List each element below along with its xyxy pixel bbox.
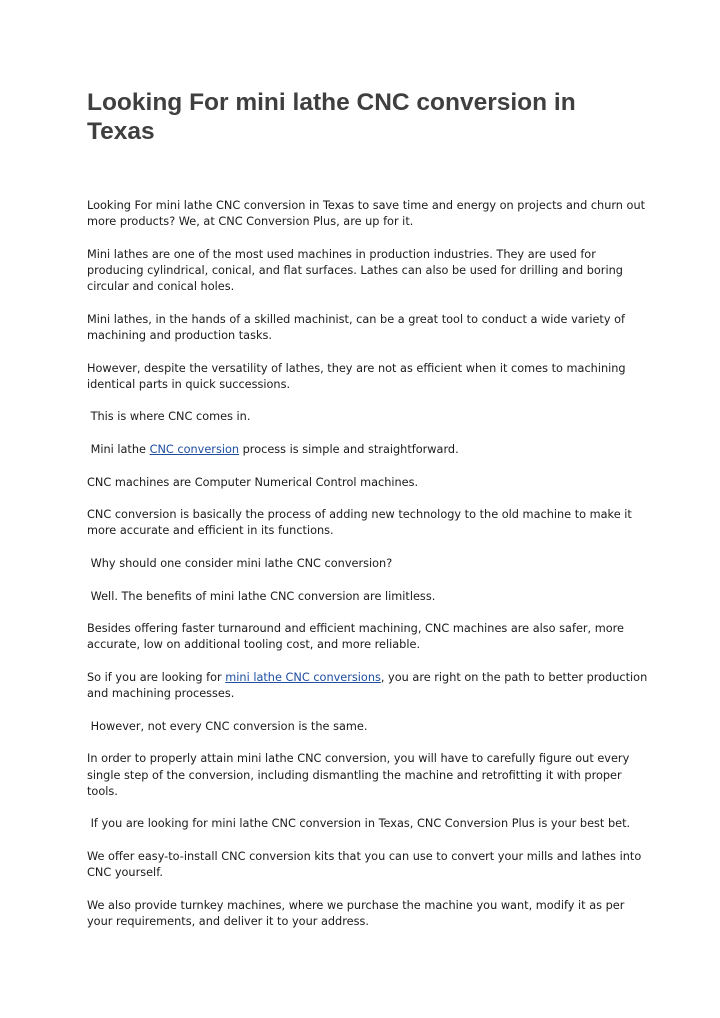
paragraph-advantages: Besides offering faster turnaround and efficient machining, CNC machines are also safer, more accurate, low on additional tooling cost, and more reliable.	[87, 622, 624, 652]
paragraph-text: process is simple and straightforward.	[239, 442, 459, 456]
paragraph-skilled-machinist: Mini lathes, in the hands of a skilled machinist, can be a great tool to conduct a wide variety of machining and production tasks.	[87, 312, 626, 342]
paragraph-conversion-kits: We offer easy-to-install CNC conversion kits that you can use to convert your mills and lathes into CNC yourself.	[87, 849, 642, 880]
paragraph-efficiency: However, despite the versatility of lathes, they are not as efficient when it comes to machining identical parts in quick successions.	[87, 361, 626, 391]
paragraph-best-bet: If you are looking for mini lathe CNC conversion in Texas, CNC Conversion Plus is your best bet.	[87, 817, 631, 831]
paragraph-cnc-definition: CNC machines are Computer Numerical Control machines.	[87, 475, 419, 489]
paragraph-text: So if you are looking for	[87, 670, 226, 684]
paragraph-proper-attain: In order to properly attain mini lathe CNC conversion, you will have to carefully figure out every single step of the conversion, including dismantling the machine and retrofitting it with proper tools.	[87, 752, 630, 798]
paragraph-benefits: Well. The benefits of mini lathe CNC conversion are limitless.	[87, 589, 436, 603]
paragraph-text: Mini lathe	[87, 442, 150, 456]
paragraph-not-same: However, not every CNC conversion is the same.	[87, 719, 368, 733]
paragraph-conversion-definition: CNC conversion is basically the process of adding new technology to the old machine to make it more accurate and efficient in its functions.	[87, 508, 632, 538]
paragraph-process-simple	[87, 442, 650, 458]
paragraph-text: , you are right on the path to better production and machining processes.	[87, 670, 648, 701]
page-title: Looking For mini lathe CNC conversion in Texas	[87, 89, 576, 145]
paragraph-why-consider: Why should one consider mini lathe CNC conversion?	[87, 556, 393, 570]
document-body	[87, 198, 650, 930]
paragraph-cnc-comes-in: This is where CNC comes in.	[87, 410, 251, 424]
paragraph-intro: Looking For mini lathe CNC conversion in Texas to save time and energy on projects and churn out more products? We, at CNC Conversion Plus, are up for it.	[87, 199, 646, 229]
paragraph-mini-lathes-usage: Mini lathes are one of the most used machines in production industries. They are used for producing cylindrical, conical, and flat surfaces. Lathes can also be used for drilling and boring circular and conical holes.	[87, 247, 623, 294]
paragraph-right-path	[87, 670, 650, 702]
cnc-conversion-link[interactable]: CNC conversion	[149, 442, 240, 456]
paragraph-turnkey-machines: We also provide turnkey machines, where we purchase the machine you want, modify it as per your requirements, and deliver it to your address.	[87, 898, 625, 928]
mini-lathe-cnc-conversions-link[interactable]: mini lathe CNC conversions	[225, 670, 381, 684]
